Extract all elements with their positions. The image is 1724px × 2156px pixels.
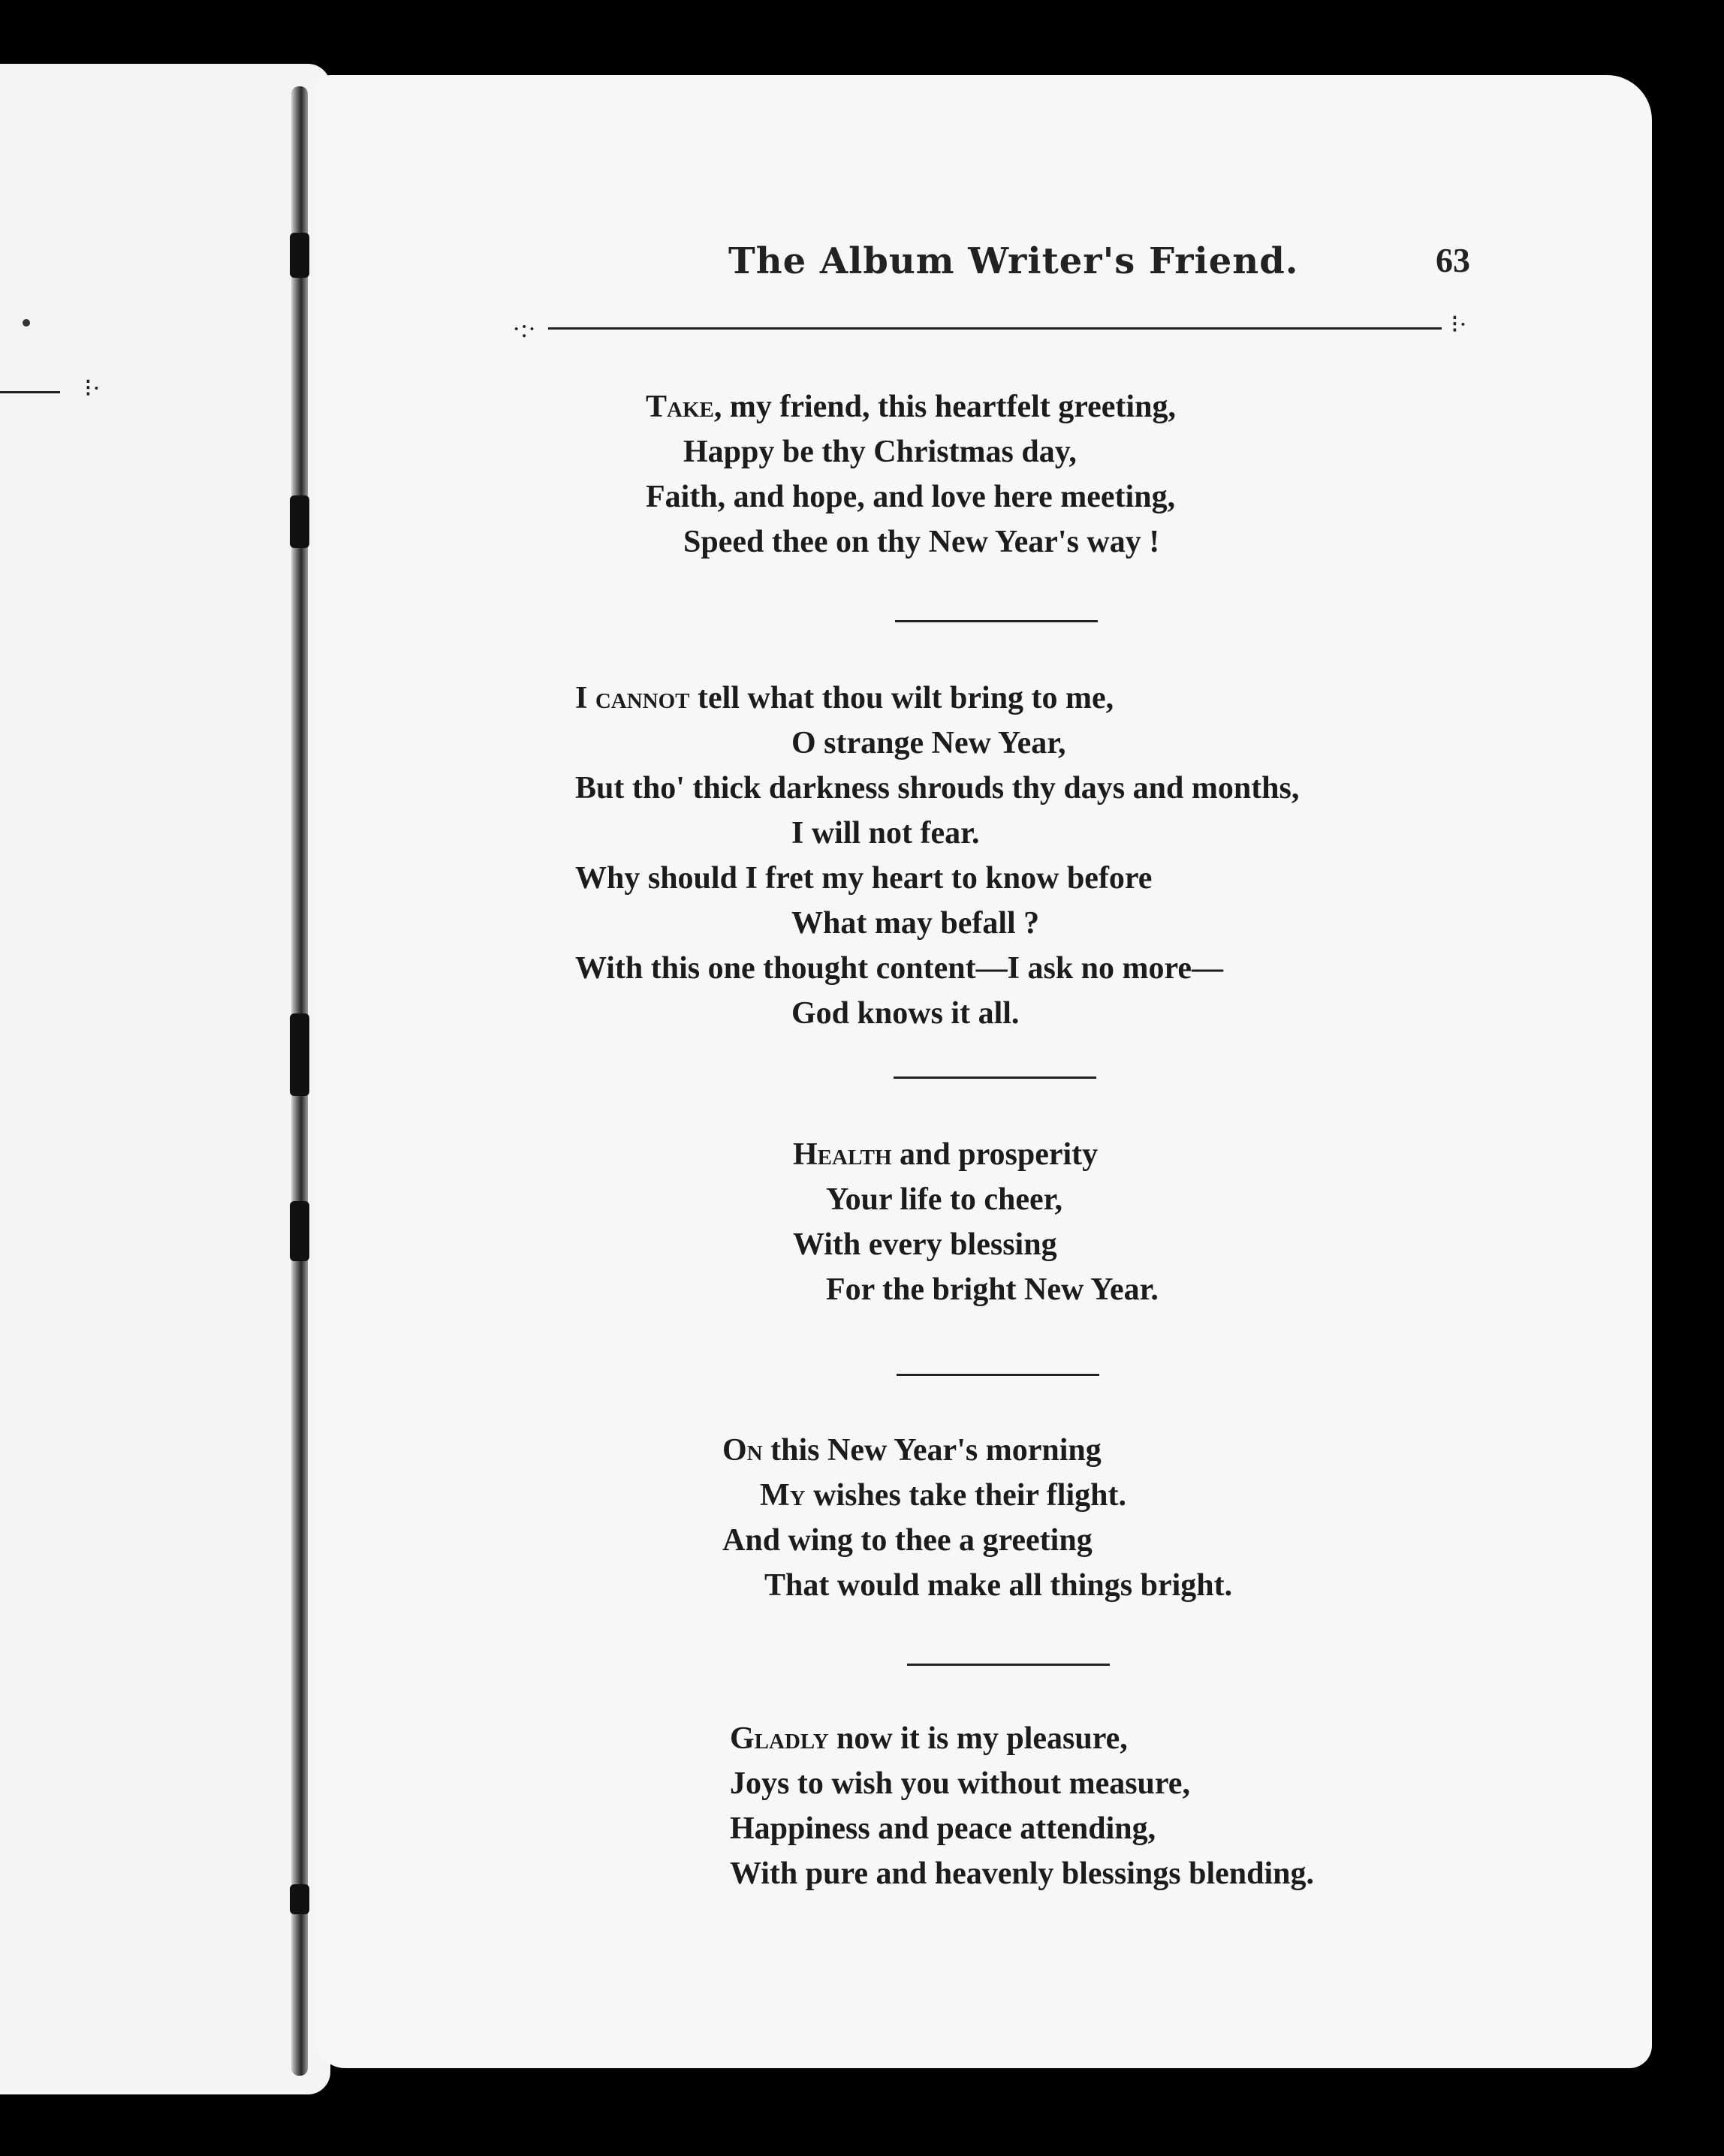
- spine-mark: [290, 1201, 309, 1261]
- poem-5: [730, 1716, 1314, 1896]
- poem-3: [793, 1132, 1159, 1312]
- poem-line: [722, 1563, 1232, 1608]
- poem-line: [722, 1473, 1232, 1518]
- poem-line: [793, 1132, 1159, 1177]
- poem-4: [722, 1428, 1232, 1608]
- poem-line-text: and prosperity: [891, 1137, 1099, 1172]
- left-ornament: ⁝·: [84, 375, 101, 402]
- poem-line-text: tell what thou wilt bring to me,: [689, 681, 1114, 715]
- poem-line-text: Your life to cheer,: [826, 1182, 1062, 1217]
- poem-line-text: With pure and heavenly blessings blending.: [730, 1856, 1315, 1891]
- poem-line-text: God knows it all.: [791, 996, 1020, 1031]
- spine-mark: [290, 495, 309, 548]
- poem-line-text: For the bright New Year.: [826, 1272, 1159, 1307]
- spine-mark: [290, 1884, 309, 1914]
- left-page: [0, 64, 330, 2094]
- poem-line: [575, 856, 1299, 901]
- poem-line: [575, 946, 1299, 991]
- poem-line: [575, 991, 1299, 1036]
- poem-line-text: What may befall ?: [791, 906, 1040, 941]
- left-page-dot: [23, 319, 30, 327]
- poem-line: [730, 1806, 1314, 1851]
- poem-line-text: Happiness and peace attending,: [730, 1811, 1156, 1846]
- poem-line: [575, 901, 1299, 946]
- poem-line-text: I will not fear.: [791, 816, 980, 851]
- spine-mark: [290, 1013, 309, 1096]
- poem-line-text: Happy be thy Christmas day,: [683, 435, 1077, 469]
- poem-lead-word: I cannot: [575, 681, 690, 715]
- header-rule: [548, 327, 1442, 330]
- poem-lead-word: On: [722, 1433, 763, 1468]
- poem-separator: [907, 1664, 1110, 1666]
- poem-line-text: Why should I fret my heart to know before: [575, 861, 1153, 896]
- poem-line: [793, 1222, 1159, 1267]
- poem-line: [646, 384, 1176, 429]
- poem-line-text: O strange New Year,: [791, 726, 1066, 760]
- poem-2: [575, 676, 1299, 1036]
- poem-line-text: now it is my pleasure,: [828, 1721, 1128, 1756]
- poem-line: [646, 519, 1176, 565]
- poem-line-text: And wing to thee a greeting: [722, 1523, 1093, 1558]
- poem-line-text: , my friend, this heartfelt greeting,: [713, 390, 1176, 424]
- poem-line-text: That would make all things bright.: [764, 1568, 1233, 1603]
- poem-line: [793, 1267, 1159, 1312]
- poem-lead-word: Gladly: [730, 1721, 829, 1756]
- poem-separator: [894, 1076, 1096, 1079]
- left-page-rule: [0, 391, 60, 393]
- poem-line: [730, 1761, 1314, 1806]
- poem-line-text: this New Year's morning: [762, 1433, 1102, 1468]
- poem-line-text: But tho' thick darkness shrouds thy days and months,: [575, 771, 1300, 805]
- poem-line: [575, 676, 1299, 721]
- header-ornament-left: ·:·: [512, 315, 537, 343]
- poem-line-text: Speed thee on thy New Year's way !: [683, 525, 1160, 559]
- poem-separator: [895, 620, 1098, 622]
- running-header: The Album Writer's Friend.: [728, 240, 1299, 282]
- poem-line: [646, 429, 1176, 474]
- poem-separator: [897, 1374, 1099, 1376]
- poem-lead-word: Take: [646, 390, 714, 424]
- poem-line: [575, 721, 1299, 766]
- poem-line: [575, 766, 1299, 811]
- poem-line: [722, 1518, 1232, 1563]
- poem-line: [575, 811, 1299, 856]
- poem-line-text: Joys to wish you without measure,: [730, 1766, 1190, 1801]
- poem-1: [646, 384, 1176, 565]
- poem-line: [646, 474, 1176, 519]
- poem-line: [730, 1716, 1314, 1761]
- page-number: 63: [1436, 241, 1470, 279]
- poem-line: [722, 1428, 1232, 1473]
- poem-lead-word: My: [760, 1478, 806, 1513]
- poem-line-text: With every blessing: [793, 1227, 1057, 1262]
- poem-line-text: wishes take their flight.: [805, 1478, 1126, 1513]
- poem-line: [730, 1851, 1314, 1896]
- poem-line-text: Faith, and hope, and love here meeting,: [646, 480, 1176, 514]
- header-ornament-right: ⁝·: [1451, 311, 1468, 339]
- poem-lead-word: Health: [793, 1137, 892, 1172]
- spine-mark: [290, 233, 309, 278]
- poem-line: [793, 1177, 1159, 1222]
- poem-line-text: With this one thought content—I ask no more—: [575, 951, 1224, 986]
